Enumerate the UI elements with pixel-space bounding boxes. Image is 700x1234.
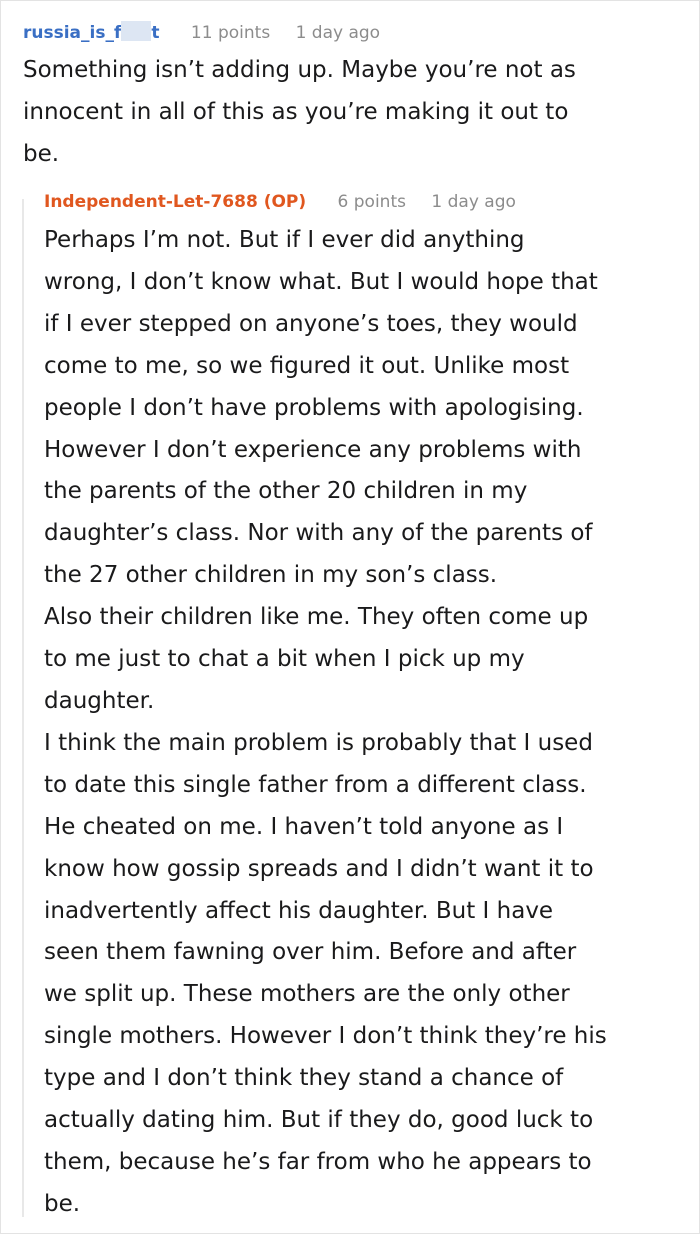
text-line: be. xyxy=(23,140,60,167)
comment-points: 11 points xyxy=(190,23,271,43)
text-line: wrong, I don’t know what. But I would hope that xyxy=(44,268,598,295)
comment-body xyxy=(23,50,576,176)
text-line: be. xyxy=(44,1190,81,1217)
text-line: to me just to chat a bit when I pick up my xyxy=(44,646,525,673)
text-line: daughter’s class. Nor with any of the parents of xyxy=(44,520,593,547)
text-line: the 27 other children in my son’s class. xyxy=(44,562,498,589)
text-line: single mothers. However I don’t think they’re his xyxy=(44,1023,607,1050)
text-line: if I ever stepped on anyone’s toes, they would xyxy=(44,310,578,337)
text-line: inadvertently affect his daughter. But I have xyxy=(44,897,554,924)
text-line: I think the main problem is probably that I used xyxy=(44,729,593,756)
text-line: Perhaps I’m not. But if I ever did anything xyxy=(44,227,525,253)
text-line: people I don’t have problems with apologising. xyxy=(44,394,584,421)
text-line: actually dating him. But if they do, good luck to xyxy=(44,1107,594,1134)
text-line: the parents of the other 20 children in my xyxy=(44,478,528,505)
text-line: know how gossip spreads and I didn’t want it to xyxy=(44,855,594,882)
text-line: Also their children like me. They often come up xyxy=(44,604,589,631)
text-line: to date this single father from a different class. xyxy=(44,771,587,798)
comment-time: 1 day ago xyxy=(295,23,381,43)
comment-header xyxy=(23,21,380,43)
text-line: them, because he’s far from who he appears to xyxy=(44,1148,592,1175)
text-line: type and I don’t think they stand a chance of xyxy=(44,1065,564,1092)
text-line: come to me, so we figured it out. Unlike most xyxy=(44,352,570,379)
thread-line[interactable] xyxy=(22,199,24,1217)
reply-header xyxy=(44,192,516,212)
reply-username[interactable]: Independent-Let-7688 (OP) xyxy=(44,192,307,212)
text-line: However I don’t experience any problems with xyxy=(44,436,582,463)
reply-points: 6 points xyxy=(337,192,406,212)
reply-time: 1 day ago xyxy=(431,192,516,212)
text-line: innocent in all of this as you’re making it out to xyxy=(23,98,569,125)
text-line: He cheated on me. I haven’t told anyone as I xyxy=(44,813,564,840)
text-line: seen them fawning over him. Before and after xyxy=(44,939,577,966)
text-line: daughter. xyxy=(44,687,155,714)
comment-username[interactable]: russia_is_f t xyxy=(23,23,160,43)
text-line: we split up. These mothers are the only other xyxy=(44,981,570,1008)
reply-body xyxy=(44,220,607,1226)
redacted-blur xyxy=(121,21,151,41)
text-line: Something isn’t adding up. Maybe you’re not as xyxy=(23,57,576,83)
